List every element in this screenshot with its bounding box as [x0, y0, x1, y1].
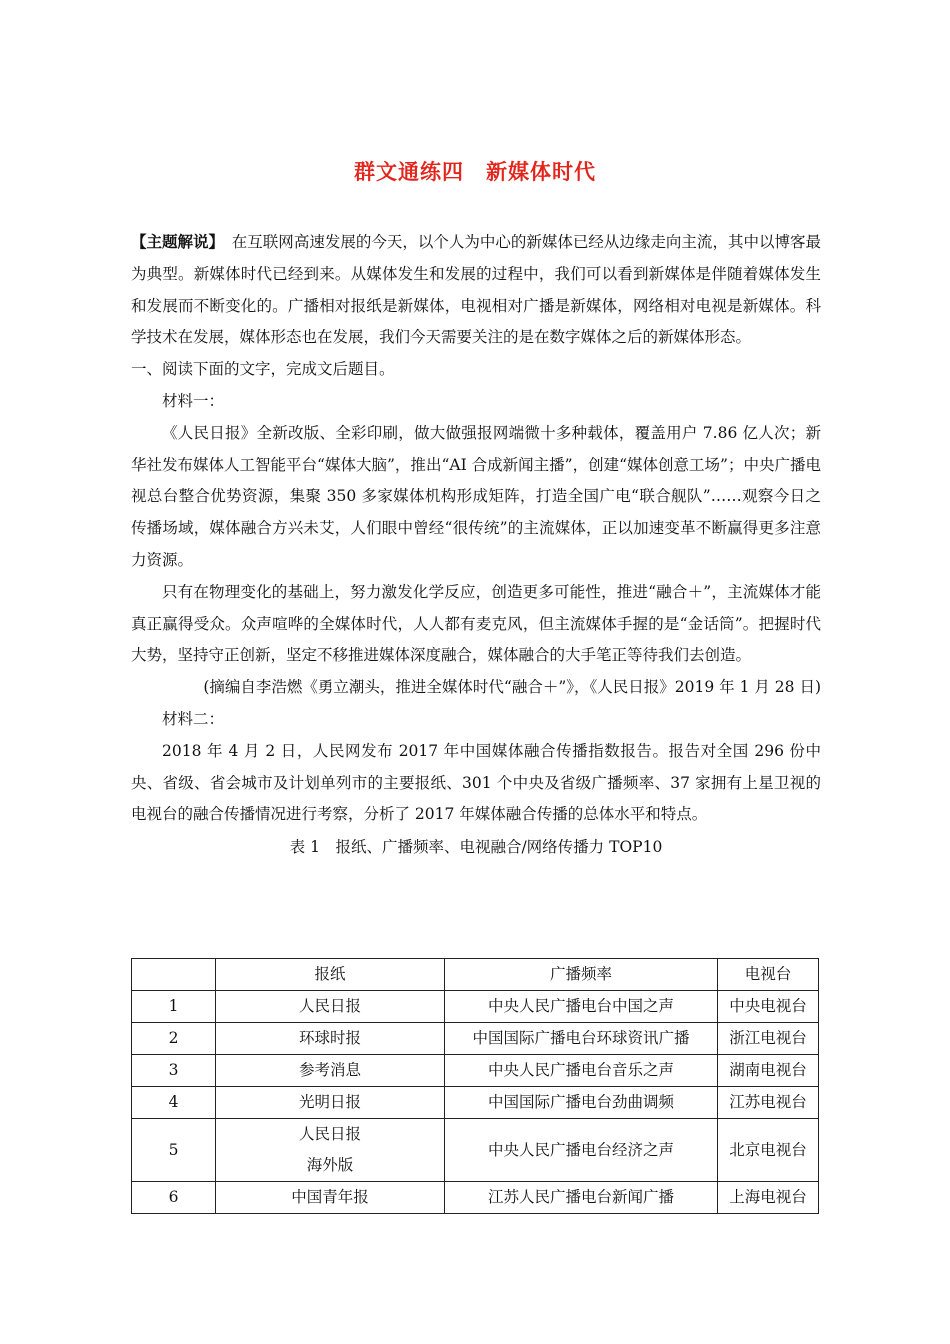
table-row — [132, 1119, 819, 1182]
rank-cell: 1 — [132, 991, 216, 1023]
header-rank — [132, 959, 216, 991]
radio-cell: 中央人民广播电台经济之声 — [444, 1119, 717, 1182]
tv-cell: 中央电视台 — [718, 991, 819, 1023]
newspaper-cell: 光明日报 — [216, 1087, 445, 1119]
table-row — [132, 1023, 819, 1055]
newspaper-line-1: 人民日报 — [298, 1125, 361, 1143]
intro-paragraph — [131, 226, 821, 354]
table-caption: 表 1 报纸、广播频率、电视融合/网络传播力 TOP10 — [289, 838, 663, 857]
header-tv: 电视台 — [718, 959, 819, 991]
header-radio: 广播频率 — [444, 959, 717, 991]
newspaper-cell: 人民日报 — [216, 991, 445, 1023]
newspaper-line-2: 海外版 — [306, 1156, 354, 1174]
tv-cell: 上海电视台 — [718, 1182, 819, 1214]
title-part-1: 群文通练四 — [354, 160, 464, 184]
radio-cell: 中央人民广播电台音乐之声 — [444, 1055, 717, 1087]
newspaper-cell: 环球时报 — [216, 1023, 445, 1055]
radio-cell: 中国国际广播电台劲曲调频 — [444, 1087, 717, 1119]
section1-heading: 一、阅读下面的文字，完成文后题目。 — [131, 360, 395, 379]
document-body — [131, 226, 821, 861]
table-row — [132, 991, 819, 1023]
material2-heading: 材料二： — [162, 709, 225, 728]
table-row — [132, 1055, 819, 1087]
newspaper-cell — [216, 1119, 445, 1182]
tv-cell: 北京电视台 — [718, 1119, 819, 1182]
rank-cell: 6 — [132, 1182, 216, 1214]
material1-para1: 《人民日报》全新改版、全彩印刷，做大做强报网端微十多种载体，覆盖用户 7.86 亿人次；新华社发布媒体人工智能平台“媒体大脑”，推出“AI 合成新闻主播”，创建“媒体创意工场”；中央广播电视总台整合优势资源，集聚 350 多家媒体机构形成矩阵，打造全国广电“联合舰队”……观察今日之传播场域，媒体融合方兴未艾，人们眼中曾经“很传统”的主流媒体，正以加速变革不断赢得更多注意力资源。 — [131, 423, 821, 569]
rank-cell: 3 — [132, 1055, 216, 1087]
material2-para1: 2018 年 4 月 2 日，人民网发布 2017 年中国媒体融合传播指数报告。报告对全国 296 份中央、省级、省会城市及计划单列市的主要报纸、301 个中央及省级广播频率、37 家拥有上星卫视的电视台的融合传播情况进行考察，分析了 2017 年媒体融合传播的总体水平和特点。 — [131, 741, 821, 824]
newspaper-cell: 中国青年报 — [216, 1182, 445, 1214]
material1-para2: 只有在物理变化的基础上，努力激发化学反应，创造更多可能性，推进“融合＋”，主流媒体才能真正赢得受众。众声喧哗的全媒体时代，人人都有麦克风，但主流媒体手握的是“金话筒”。把握时代大势，坚持守正创新，坚定不移推进媒体深度融合，媒体融合的大手笔正等待我们去创造。 — [131, 582, 821, 665]
table-row — [132, 1182, 819, 1214]
table-header-row — [132, 959, 819, 991]
newspaper-cell: 参考消息 — [216, 1055, 445, 1087]
rank-cell: 2 — [132, 1023, 216, 1055]
radio-cell: 中国国际广播电台环球资讯广播 — [444, 1023, 717, 1055]
tv-cell: 浙江电视台 — [718, 1023, 819, 1055]
title-part-2: 新媒体时代 — [486, 160, 596, 184]
table-row — [132, 1087, 819, 1119]
media-ranking-table — [131, 958, 819, 1214]
intro-label: 【主题解说】 — [131, 232, 217, 251]
material1-heading: 材料一： — [162, 391, 225, 410]
page-title — [0, 156, 950, 186]
tv-cell: 江苏电视台 — [718, 1087, 819, 1119]
material1-source: (摘编自李浩燃《勇立潮头，推进全媒体时代“融合＋”》，《人民日报》2019 年 1 月 28 日) — [203, 678, 821, 697]
radio-cell: 江苏人民广播电台新闻广播 — [444, 1182, 717, 1214]
header-newspaper: 报纸 — [216, 959, 445, 991]
rank-cell: 4 — [132, 1087, 216, 1119]
tv-cell: 湖南电视台 — [718, 1055, 819, 1087]
radio-cell: 中央人民广播电台中国之声 — [444, 991, 717, 1023]
intro-text: 在互联网高速发展的今天，以个人为中心的新媒体已经从边缘走向主流，其中以博客最为典型。新媒体时代已经到来。从媒体发生和发展的过程中，我们可以看到新媒体是伴随着媒体发生和发展而不断变化的。广播相对报纸是新媒体，电视相对广播是新媒体，网络相对电视是新媒体。科学技术在发展，媒体形态也在发展，我们今天需要关注的是在数字媒体之后的新媒体形态。 — [131, 233, 821, 347]
rank-cell: 5 — [132, 1119, 216, 1182]
